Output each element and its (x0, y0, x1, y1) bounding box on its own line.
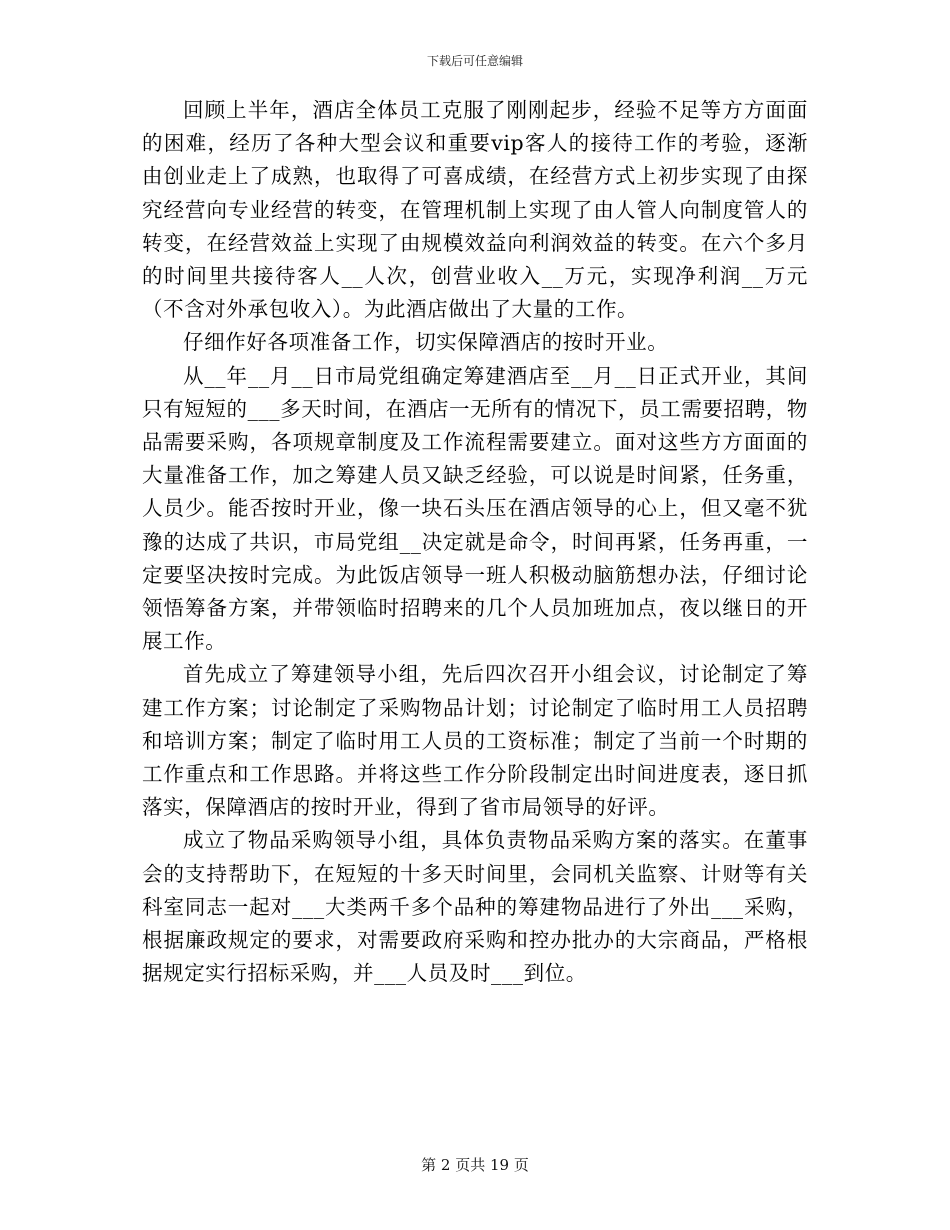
paragraph-preparation-heading: 仔细作好各项准备工作，切实保障酒店的按时开业。 (183, 330, 669, 355)
page-header: 下载后可任意编辑 (426, 54, 523, 68)
paragraph-procurement-group: 成立了物品采购领导小组，具体负责物品采购方案的落实。在董事会的支持帮助下，在短短的十多天时间里，会同机关监察、计财等有关科室同志一起对___大类两千多个品种的筹建物品进行了外出___采购，根据廉政规定的要求，对需要政府采购和控办批办的大宗商品，严格根据规定实行招标采购，并___人员及时___到位。 (142, 828, 808, 986)
document-body (142, 94, 808, 990)
paragraph-leadership-group: 首先成立了筹建领导小组，先后四次召开小组会议，讨论制定了筹建工作方案；讨论制定了采购物品计划；讨论制定了临时用工人员招聘和培训方案；制定了临时用工人员的工资标准；制定了当前一个时期的工作重点和工作思路。并将这些工作分阶段制定出时间进度表，逐日抓落实，保障酒店的按时开业，得到了省市局领导的好评。 (142, 662, 808, 820)
page-number-footer: 第 2 页共 19 页 (421, 1156, 529, 1174)
paragraph-preparation-details: 从__年__月__日市局党组确定筹建酒店至__月__日正式开业，其间只有短短的___多天时间，在酒店一无所有的情况下，员工需要招聘，物品需要采购，各项规章制度及工作流程需要建立。面对这些方方面面的大量准备工作，加之筹建人员又缺乏经验，可以说是时间紧，任务重，人员少。能否按时开业，像一块石头压在酒店领导的心上，但又毫不犹豫的达成了共识，市局党组__决定就是命令，时间再紧，任务再重，一定要坚决按时完成。为此饭店领导一班人积极动脑筋想办法，仔细讨论领悟筹备方案，并带领临时招聘来的几个人员加班加点，夜以继日的开展工作。 (142, 363, 808, 654)
paragraph-review: 回顾上半年，酒店全体员工克服了刚刚起步，经验不足等方方面面的困难，经历了各种大型会议和重要vip客人的接待工作的考验，逐渐由创业走上了成熟，也取得了可喜成绩，在经营方式上初步实现了由探究经营向专业经营的转变，在管理机制上实现了由人管人向制度管人的转变，在经营效益上实现了由规模效益向利润效益的转变。在六个多月的时间里共接待客人__人次，创营业收入__万元，实现净利润__万元（不含对外承包收入）。为此酒店做出了大量的工作。 (142, 98, 808, 322)
